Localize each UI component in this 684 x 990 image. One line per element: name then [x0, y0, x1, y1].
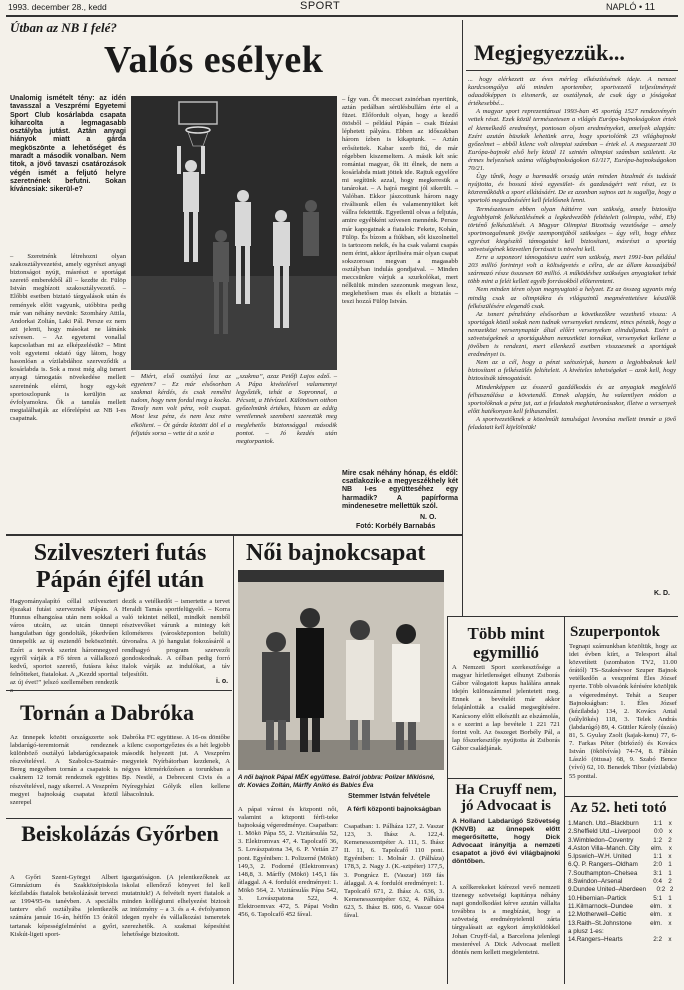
cruyff-rule: [448, 778, 562, 779]
section-rule: [6, 534, 462, 536]
nb-signature: N. O.: [420, 514, 437, 521]
toto-score: 2:2: [653, 936, 662, 944]
toto-title: Az 52. heti totó: [570, 800, 667, 816]
women-title: Női bajnokcsapat: [246, 540, 426, 566]
szilveszter-title: Szilveszteri futás Pápán éjfél után: [33, 540, 207, 593]
toto-match: 4.Aston Villa–Manch. City: [568, 844, 640, 852]
toto-match: 12.Motherwell–Celtic: [568, 911, 627, 919]
toto-row: [568, 845, 678, 853]
toto-score: 0:4: [653, 878, 662, 886]
toto-row: [568, 936, 678, 944]
toto-match: a plusz 1-es:: [568, 927, 604, 935]
opinion-paragraph: Mindenképpen az ésszerű gazdálkodás és az anyagiak megfelelő felhasználása a követendő. Ennek alapján, ha valamilyen módon a sportolóknak a pénz jut, azt a feladatok meghatározásakor, illetve a versenyek előtt hatékonyan kell felhasználni.: [468, 383, 676, 415]
toto-mark: x: [668, 853, 672, 861]
toto-score: elm.: [650, 844, 663, 852]
szuper-title: Szuperpontok: [570, 624, 661, 640]
team-photo-icon: [238, 570, 444, 770]
toto-match: 5.Ipswich–W.H. United: [568, 853, 632, 861]
opinion-paragraph: Az ismert pénzhiány elsősorban a következőkre vezethető vissza: A sportágak közül sokak nem tudnak versenyeket rendezni, nincs pénzük, hogy a nemzetközi versenynaptár által előírt versenyeken elinduljanak. Ezért a szövetségeknek a sportágukban nemzetközi tornákat, versenyeket kellene a jövőben is rendezni, mert ellenkező esetben visszaesnek a sportágak eredményei is.: [468, 310, 676, 359]
women-photo-credit: Stemmer István felvétele: [348, 793, 431, 800]
toto-row: [568, 903, 678, 911]
million-rule-top: [447, 616, 678, 617]
basketball-photo-icon: [131, 96, 337, 370]
header-page: 11: [644, 2, 656, 13]
toto-match: 13.Raith–St.Johnstone: [568, 919, 632, 927]
women-photo: [238, 570, 444, 770]
toto-match: 2.Sheffield Utd.–Liverpool: [568, 828, 640, 836]
toto-score: elm.: [650, 911, 662, 919]
cruyff-text: A szélkerekeket kiérezel vevő nemzeti tizenegy szövetségi kapitánya néhány napi gondolkodást kérve azután vállalta továbbra is a megbízást, hogy a szövetség eredménytelenül zárta tárgyalásait az egykori ámyköldökkel Johan Cruyff-fal, a Barcelona jelenlegi mesterével A Dick Advocaat mellett döntés nem kellett megjelentetni.: [452, 884, 560, 956]
nb-col1: – Szeretnénk létrehozni olyan szakosztályvezetést, amely egyrészt anyagi biztonságot nyújt, másrészt e sportágat szerető emberekből áll – kezdte dr. Fülöp István megbízott szakosztályvezető. – Előbbi esetben biztató tárgyalások után és remények előtt vagyunk, utóbbira pedig már van néhány nevünk: Szomháry Attila, Andorkai Zoltán, Laki Pál. Persze ez nem azt jelenti, hogy másokat ne látnánk szívesen. – Az egyetemi vonallal kapcsolatban mi az elképzelésük? – Mint volt egyetemi oktató úgy látom, hogy hasonlóan a vízilabdához szerveződik a kosárlabda is. Sok a most még alig ismert anyagi támogatás növekedése mellett szeretnénk elérni, hogy egy-két sportoszlopunk is kerüljön az évfolyamokra. Ők a tanulás mellett megtalálhatják az előrelépést az NB I-es csapatnak.: [10, 253, 126, 422]
szilveszter-col1: Hagyományalapító céllal szilveszteri éjszakai futást szerveznek Pápán. A Hunnus elhangzása után nem sokkal a város utcáin, az utcán ünnepi hangulatban úgy gondolták, jókedvűen ünnepelik az új esztendő beköszöntét. Ezért a tervek szerint háromnegyed egyről várják a Fő téren a vállalkozó kedvű, sportot szerető, futásra kész felnőtteket, fiatalokat. A „Kezdd sporttal az új évet!” jelszó szellemében rendezik: [10, 598, 118, 686]
toto-rule: [564, 796, 678, 797]
toto-row: [568, 828, 678, 836]
toto-row: [568, 920, 678, 928]
nb-title: Valós esélyek: [104, 39, 324, 81]
million-rule-left: [447, 616, 448, 984]
toto-match: 9.Dundee United–Aberdeen: [568, 886, 647, 894]
toto-score: 2:0: [653, 861, 662, 869]
toto-match: 6.Q. P. Rangers–Oldham: [568, 861, 638, 869]
toto-score: elm.: [650, 902, 662, 910]
toto-score: 1:1: [653, 820, 663, 827]
opinion-paragraph: Erre a szponzori támogatásra azért van szükség, mert 1991-ban például 203 millió forintnyi volt a költségvetés e célra, de az állam kasszájából származó része összesen 60 millió. A működéshez szükséges anyagiakat tehát több mint a felét kellett egyéb forrásokból előteremteni.: [468, 254, 676, 286]
torna-rule: [6, 690, 232, 691]
opinion-paragraph: A magyar sport reprezentánsai 1993-ban 45 sportág 1527 rendezvényén vettek részt. Ezek közül természetesen a világés Európa-bajnokságokon értek el kiemelkedő eredményt, pontosan olyan eredményeket, amelyek alapján: Ezért azután büszkék lehetünk arra, hogy sportolóink 23 világbajnoki győzelmet – ebből kilenc volt olimpiai számban – értek el. A megszerzett 30 Európa-bajnoki első hely közül 11 szintén olimpiai számban született. Az érmes helyezések száma világbajnokságokon 61/117, Európa-bajnokságokon 70/21.: [468, 108, 676, 173]
beisk-col1: A Győri Szent-Györgyi Albert Gimnázium és Szakközépiskola kézilabdás fiatalok beiskolázását tervezi az 1994/95-ös tanévben. A speciális tanterv első osztályába jelentkezők számára január 16-án, hétfőn 13 órától tartanak képességfelmérést a győri, Kiskút-ligeti sport-: [10, 874, 118, 938]
header-rule: [6, 15, 678, 17]
toto-row: [568, 886, 678, 894]
cruyff-title: Ha Cruyff nem, jó Advocaat is: [455, 782, 557, 814]
nb-lead: Unalomig ismételt tény: az idén tavasszal a Veszprémi Egyetemi Sport Club kosárlabda csapata kiharcolta a legmagasabb osztályba jutást. Aztán anyagi hiányok miatt a gárda megköszönte a lehetőséget és maradt a második vonalban. Nem titok, a jövő tavaszi csatározások végén ismét a feljutó helyre szeretnének befutni. Sokan kíváncsiak: sikerül-e?: [10, 95, 126, 194]
torna-col2: Dabróka FC együttese. A 16-os döntőbe a kilenc csoportgyőztes és a hét legjobb második helyezett jut. A Veszprém megyeiek Nyírbátorban kezdenek, A négyes körmérkőzésen a torunkban a Bp. Nestlé, a Debreceni Civis és a Nyíregyházi Gólyik ellen kellene lábacolniuk.: [122, 734, 230, 798]
toto-mark: x: [668, 844, 672, 852]
toto-score: 5:1: [653, 894, 662, 902]
toto-mark: x: [668, 902, 672, 910]
szilveszter-col2: dezik a vetélkedőt – ismertette a tervet Heraldi Tamás sportfelügyelő. – Korra való tekintet nélkül, mindkét nemből résztvevőket várunk a mintegy két kilométeres (városközponton belüli) útvonalra. A jó hangulat fokozásáról a rendhagyó program szervezői gondoskodnak. A célban pedig forró italok várják az indulókat, a táv teljesítőit.: [122, 598, 230, 678]
toto-table: [568, 820, 678, 944]
opinion-paragraph: Nem minden téren olyan megnyugtató a helyzet. Ez az összeg ugyanis még mindig csak az olimpiákra és világszintű megmérettetésre készülők felkészülésére elegendő csak.: [468, 286, 676, 310]
opinion-paragraph: Ügy tűnik, hogy a harmadik ország után minden bizalmát és tudását nyújtotta, és hosszú távú egyesület- és gazdaságért vett részt, ez is közreműködik a sport ellátásáért. De ez azonban sajnos azt is sugallja, hogy a sportoló megszűnéséért kell felelősnek lenni.: [468, 173, 676, 205]
toto-row: [568, 911, 678, 919]
toto-mark: 2: [669, 886, 674, 894]
toto-row: [568, 870, 678, 878]
toto-mark: 1: [668, 869, 672, 877]
million-title: Több mint egymillió: [467, 624, 545, 662]
toto-score: elm.: [650, 919, 662, 927]
toto-match: 7.Southampton–Chelsea: [568, 869, 638, 877]
szuper-rule-left: [564, 616, 565, 984]
header-section: SPORT: [300, 0, 341, 12]
toto-row: [568, 895, 678, 903]
cruyff-lead: A Holland Labdarúgó Szövetség (KNVB) az ünnepek előtt megerősítette, hogy Dick Advocaat irányítja a nemzeti csapatot a jövő évi világbajnoki döntőben.: [452, 818, 560, 866]
toto-mark: 2: [668, 836, 672, 844]
toto-mark: x: [668, 828, 672, 836]
women-col1: A pápai városi és központi női, valamint a központi férfi-teke bajnokság végeredménye. Csapatban: 1. Mökö Pápa 55, 2. Vizitársulás 52, 3. Elektromvax 47, 4. Tapolcafő 36, 5. Lovászpatona 34, 6. P. Vetián 27 pont. Egyéniben: 1. Polizerné (Mökö) 149,3, 2. Fodorné (Elektromvax) 148,8, 3. Márffy (Mökö) 145,1 fás átlaggal. A 4. fordulói eredményei: 1. Mökö 564, 2. Vizitársulás Pápa 542, 3. Lovászpatona 522, 4. Elektroemvax 472, 5. Pápai Vodin 456, 6. Tapolcafő 452 fával.: [238, 806, 338, 919]
opinion-paragraph: Természetesen ebben olyan háttérre van szükség, amely biztosítja legjobbjaink felkészülésének a legkedvezőbb feltételeit (olimpia, vébé, Eb) történő felkészülését. A Magyar Olimpiai Bizottság vezetősége – amely sportmozgalmunk jövője szempontjából szükséges – úgy véli, hogy ehhez egyrészt kiegészítő támogatást kell biztosítani, másrészt a sportág szövetségének közvetlen forrásait is növelni kell.: [468, 205, 676, 253]
opinion-title: Megjegyezzük...: [474, 40, 625, 65]
toto-row: [568, 853, 678, 861]
toto-mark: x: [668, 919, 672, 927]
toto-mark: 2: [668, 878, 672, 886]
header-date: 1993. december 28., kedd: [8, 2, 107, 12]
toto-score: 1:1: [653, 853, 662, 861]
nb-photo: [131, 96, 337, 370]
beisk-rule: [6, 818, 232, 819]
nb-col3: „szakma”, azaz Petőfi Lajos edző. – A Pápa kivételével valamennyi legyőzték, tehát a Sopronnal, a Pécsett, a Hévízzel. Különösen otthon győzelmünk értékes, hiszen az eddig veretlennek szembeni szereztük meg meglehetős biztonsággal második pontot. – Jó kezdés után megtorpantok.: [236, 373, 337, 445]
opinion-paragraph: A sportvezetőknek a közelmúlt tanulságai levonása mellett immár a jövő feladatait kell kijelölniük!: [468, 415, 676, 432]
toto-mark: x: [668, 820, 672, 827]
opinion-title-rule: [466, 70, 678, 71]
women-rule-left: [233, 536, 234, 984]
opinion-body: [468, 76, 676, 588]
toto-score: 1:2: [653, 836, 662, 844]
szilveszter-signature: i. o.: [216, 678, 229, 685]
toto-row: [568, 820, 678, 828]
nb-kicker: Útban az NB I felé?: [10, 20, 117, 35]
toto-row: [568, 928, 678, 936]
toto-row: [568, 837, 678, 845]
toto-score: [638, 928, 662, 936]
toto-score: 0:2: [656, 886, 666, 894]
women-caption: A női bajnok Pápai MÉK együttese. Balról jobbra: Polizer Miklósné, dr. Kovács Zoltán, Márffy Anikó és Babics Éva: [238, 774, 435, 789]
opinion-paragraph: Nem az a cél, hogy a pénzt szétszórjuk, hanem a legjobbaknak kell biztosítani a felkészülés feltételeit. A kivételes tehetségeket – azok kell, hogy biztosítsák támogatását.: [468, 359, 676, 383]
women-col2: Csapatban: 1. Pálháza 127, 2. Vaszar 123, 3. Ihász A. 122,4. Kemenesszentpéter A. 111, 5. Ihász II. 11, 6. Tapolcafő 110 pont. Egyéniben: 1. Molnár J. (Pálháza) 178,3, 2. Nagy J. (K.-sztpéter) 177,5, 3. Pongrácz E. (Vaszar) 169 fás átlaggal. A 4. fordulói eredményei: 1. Tapolcafő 671, 2. Ihász A. 636, 3. Kemenesszentpéter 632, 4. Pálháza 623, 5. Ihász B. 606, 6. Vaszar 604 fával.: [344, 823, 444, 920]
million-text: A Nemzeti Sport szerkesztősége a magyar hírletlenséget elhunyt Zsiborás Gábor válogatott kapus halálára annak idején különszámmel jelentetett meg. Ennek a bevételét már akkor felajánlották a család megsegítésére. Karácsony előtt elkészült az elszámolás, s e szerint a lap bevétele 1 221 721 forint volt. Az összeget Borbély Pál, a lap főszerkesztője nyújtotta át Zsiborás Gábor családjának.: [452, 664, 560, 752]
torna-col1: Az ünnepek között országszerte sok labdarúgó-teremtornát rendeznek különböző osztályú labdarúgócsapatok részvételével. A Szabolcs-Szatmár-Bereg megyében tornán a csapatok is csaknem 12 tornát rendeznek együttes részvételével, nagy sikerrel. A Veszprém megyei bajnokság csapatai közül szerepel: [10, 734, 118, 806]
beisk-title: Beiskolázás Győrben: [21, 821, 219, 846]
nb-photo-credit: Fotó: Korbély Barnabás: [356, 523, 436, 530]
toto-mark: x: [668, 911, 672, 919]
szuper-text: Tegnapi számunkban közöltük, hogy az idei évben kiírt, a Telesport által közvetített (szombaton TV2, 11.00 órától) TS–Szaknévsor Szuper Bajnok vetélkedőn a veszprémi Éles József nyerte. Több olvasónk kérésére közöljük a végeredményt. Tehát a Szuper Bajnokságban: 1. Éles József (kézilabda) 134, 2. Kovács Antal (súlylökés) 118, 3. Telek András (labdarúgó) 89, 4. Güttler Károly (úszás) 81, 5. Gyulay Zsolt (kajak-kenu) 77, 6-7. Farkas Péter (birkózó) és Kovács István (ökölvívás) 74-74, 8. Fábián László (öttusa) 68, 9. Szabó Bence (vívó) 62, 10. Benedek Tibor (vízilabda) 55 ponttal.: [569, 643, 677, 780]
toto-score: 3:1: [653, 869, 662, 877]
toto-mark: 1: [668, 894, 672, 902]
beisk-col2: igazgatóságon. (A jelentkezőknek az iskolai ellenőrző könyvet fel kell mutatniuk!) A felvételt nyert fiatalok a minden kollégiumi elhelyezést biztosít az intézmény – a 3. és a 4. évfolyamon idegen nyelv és vállalkozási ismeretek szerezhetők. A szakmai képesítést lehetősége biztosított.: [122, 874, 230, 938]
toto-row: [568, 878, 678, 886]
nb-caption-col: – Miért, első osztályú lesz az egyetem? – Ez már elsősorban szakmai kérdés, és csak remélni tudom, hogy nem fordul meg a kocka. Tavaly nem volt pénz, volt csapat. Most lesz pénz, és nem lesz mire elkölteni. – Öt gárda közötti döl el a feljutás sorsa – vette át a szót a: [131, 373, 231, 437]
opinion-rule: [462, 20, 463, 616]
nb-col4: – Így van. Őt meccset zsinórban nyertünk, aztán pedálban sérülésbullám érte el a füzet. Előfordult olyan, hogy a kezdő ötösből – például Pápán – csak Búzási léphetett pályára. Ebben az időszakban három ízben is kikaptunk. – Aztán erősítettek. Kabar szerb fiú, de már régebben kiszemeltem. A másik két srác romániai magyar, ők itt élnek, de nem a kosárlabda miatt jöttek ide. Rajtuk egyelőre mi segítünk azzal, hogy megkeresük a tanárokat. – A hajrá megint jól sikerült. – Valóban. Ekkor jászcottunk három nagy riválisunk ellen és valamennyiüket két vállra fektettük. Egyetlenül olvas a feljutás, amire egyébként szívesen mennénk. Persze már kapogatnak a fiatalok: Fekete, Kohán, Fülöp. És bízom a fiúkban, sőt kiszolnettel is tartozom nekik, és ha csak valami csapás nem érint, akkor ápriliséra már olyan csapat sokszorosan megvan a magasabb osztályban indulás gondjaival. – Minden meccsünkre várjuk a szurkolókat, mert nélkülük minden szezonunk megvan lesz, meglehetősen mas és elkelt a biztatás – teszi hozzá Fülöp István.: [342, 96, 458, 306]
toto-mark: [662, 928, 678, 936]
toto-match: 1.Manch. Utd.–Blackburn: [568, 820, 639, 827]
nb-bold-end: Mire csak néhány hónap, és eldől: csatlakozik-e a megyeszékhely két NB I-es együtteséhez egy harmadik? A papírforma mindenesetre mellettük szól.: [342, 470, 458, 510]
header-paper: NAPLÓ • 11: [606, 2, 656, 13]
toto-mark: x: [668, 936, 672, 944]
opinion-paragraph: ... hogy elérkezett az éves mérleg elkészítésének ideje. A nemzet kardcsomgálya alá minden sportember, sportvezető teljesítményét odaadóképpen is elismerik, az osztálynak, de csak úgy a jóságokat értékesebbé...: [468, 76, 676, 108]
toto-match: 8.Swindon–Arsenal: [568, 878, 623, 886]
opinion-signature: K. D.: [654, 590, 670, 597]
toto-score: 0:0: [654, 828, 663, 836]
toto-match: 14.Rangers–Hearts: [568, 936, 623, 944]
torna-title: Tornán a Dabróka: [20, 700, 195, 725]
toto-match: 10.Hibernian–Partick: [568, 894, 627, 902]
women-subhead: A férfi központi bajnokságban: [347, 806, 441, 813]
toto-row: [568, 861, 678, 869]
toto-mark: 1: [668, 861, 672, 869]
toto-match: 3.Wimbledon–Coventry: [568, 836, 634, 844]
toto-match: 11.Kilmarnock–Dundee: [568, 902, 633, 910]
